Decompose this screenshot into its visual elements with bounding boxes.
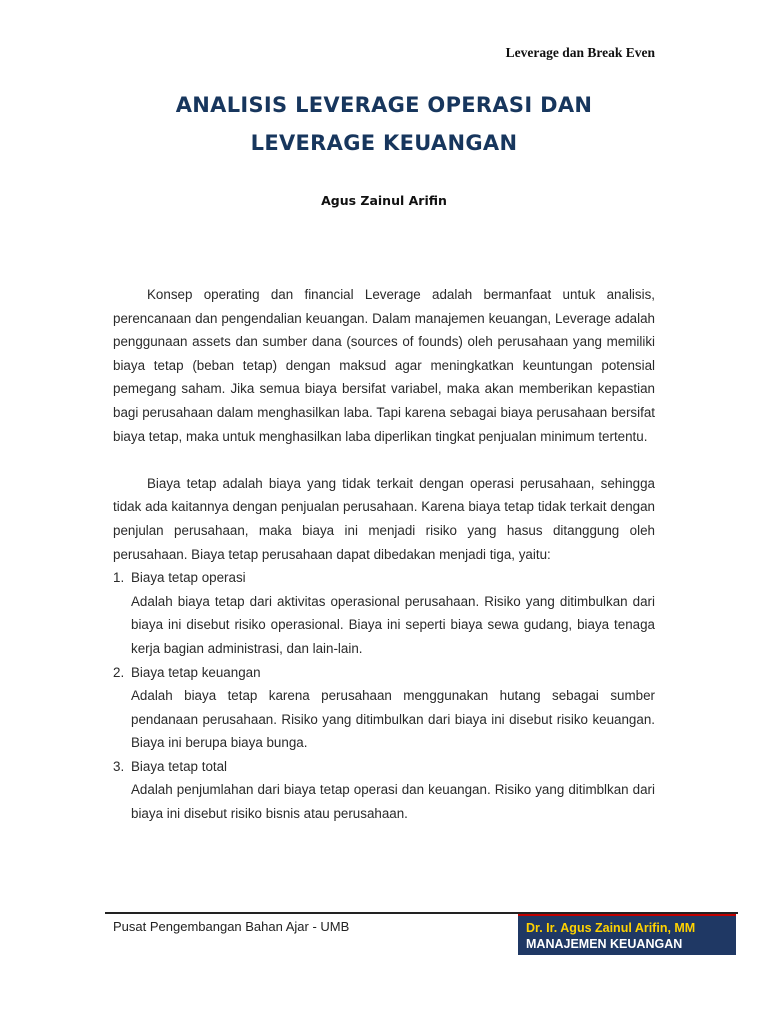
author-name: Agus Zainul Arifin bbox=[321, 193, 447, 208]
page-title-line-2: LEVERAGE KEUANGAN bbox=[250, 131, 518, 155]
footer-institution: Pusat Pengembangan Bahan Ajar - UMB bbox=[113, 919, 350, 934]
page-title-line-1: ANALISIS LEVERAGE OPERASI DAN bbox=[175, 93, 593, 117]
paragraph-1: Konsep operating dan financial Leverage adalah bermanfaat untuk analisis, perencanaan dan pengendalian keuangan. Dalam manajemen keuangan, Leverage adalah penggunaan assets dan sumber dana (sources of founds) oleh perusahaan yang memiliki biaya tetap (beban tetap) dengan maksud agar meningkatkan keuntungan potensial pemegang saham. Jika semua biaya bersifat variabel, maka akan memberikan kepastian bagi perusahaan dalam menghasilkan laba. Tapi karena sebagai biaya perusahaan bersifat biaya tetap, maka untuk menghasilkan laba diperlikan tingkat penjualan minimum tertentu. bbox=[113, 287, 655, 444]
list-item-label bbox=[113, 755, 655, 779]
list-item bbox=[113, 661, 655, 755]
page-title bbox=[0, 86, 768, 162]
list-item-description: Adalah biaya tetap dari aktivitas operasional perusahaan. Risiko yang ditimbulkan dari biaya ini disebut risiko operasional. Biaya ini seperti biaya sewa gudang, biaya tenaga kerja bagian administrasi, dan lain-lain. bbox=[131, 593, 655, 656]
list-item-label bbox=[113, 661, 655, 685]
body-text bbox=[113, 283, 655, 826]
list-item-title: Biaya tetap keuangan bbox=[131, 664, 261, 680]
list-item bbox=[113, 755, 655, 826]
list-item-number: 1. bbox=[113, 570, 125, 586]
list-item-title: Biaya tetap total bbox=[131, 758, 228, 774]
list-item-title: Biaya tetap operasi bbox=[131, 570, 246, 586]
list-item-description: Adalah penjumlahan dari biaya tetap operasi dan keuangan. Risiko yang ditimblkan dari biaya ini disebut risiko bisnis atau perusahaan. bbox=[131, 782, 655, 822]
paragraph-2: Biaya tetap adalah biaya yang tidak terkait dengan operasi perusahaan, sehingga tidak ada kaitannya dengan penjualan perusahaan. Karena biaya tetap tidak terkait dengan penjulan perusahaan, maka biaya ini menjadi risiko yang hasus ditanggung oleh perusahaan. Biaya tetap perusahaan dapat dibedakan menjadi tiga, yaitu: bbox=[113, 475, 655, 562]
list-item-number: 2. bbox=[113, 664, 125, 680]
fixed-cost-list bbox=[113, 566, 655, 826]
list-item-number: 3. bbox=[113, 758, 125, 774]
footer-subject: MANAJEMEN KEUANGAN bbox=[526, 937, 683, 951]
list-item-label bbox=[113, 566, 655, 590]
footer-author: Dr. Ir. Agus Zainul Arifin, MM bbox=[526, 921, 696, 935]
running-header: Leverage dan Break Even bbox=[505, 45, 655, 60]
paragraph-spacer bbox=[113, 448, 655, 472]
list-item-description: Adalah biaya tetap karena perusahaan menggunakan hutang sebagai sumber pendanaan perusahaan. Risiko yang ditimbulkan dari biaya ini disebut risiko keuangan. Biaya ini berupa biaya bunga. bbox=[131, 688, 655, 751]
list-item bbox=[113, 566, 655, 660]
footer-author-box bbox=[518, 914, 736, 955]
